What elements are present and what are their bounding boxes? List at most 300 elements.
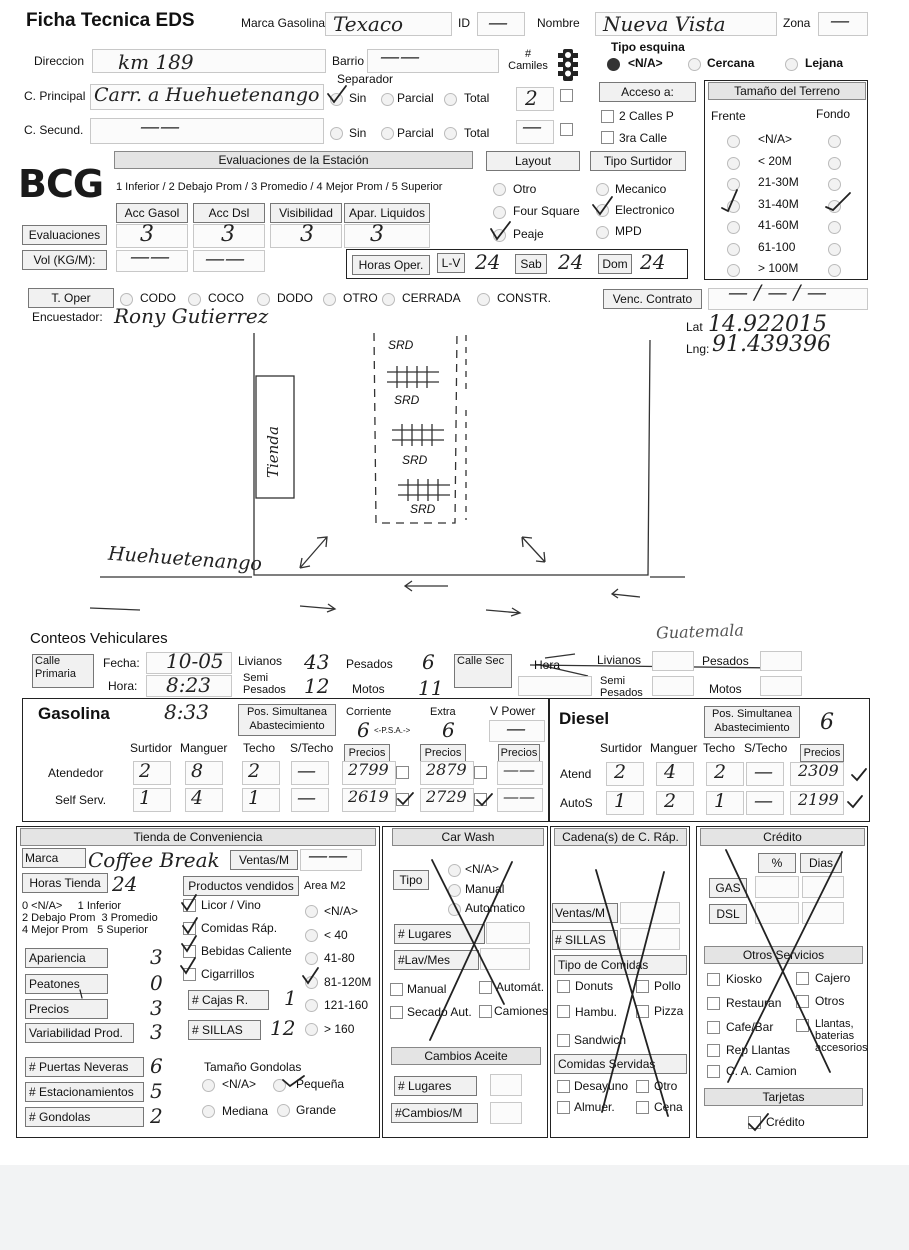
- peatones-button[interactable]: Peatones: [25, 974, 108, 994]
- dsl-col-1: Manguer: [650, 741, 698, 755]
- servicio-chk-2[interactable]: [707, 997, 720, 1010]
- t-oper-label-4: CERRADA: [402, 291, 461, 305]
- gas-cell-0-5: 2879: [426, 760, 467, 779]
- serv-almuer-chk[interactable]: [557, 1101, 570, 1114]
- cadena-header: Cadena(s) de C. Ráp.: [554, 828, 687, 846]
- estacionamientos-value: 5: [150, 1079, 163, 1103]
- esquina-lejana-radio[interactable]: [785, 58, 798, 71]
- otros-servicios-header: Otros Servicios: [704, 946, 863, 964]
- horas-lv-value: 24: [475, 250, 501, 274]
- hora-value: 8:23: [166, 673, 211, 697]
- t-oper-label-2: DODO: [277, 291, 313, 305]
- surtidor-mpd-radio[interactable]: [596, 226, 609, 239]
- serv-otro-chk[interactable]: [636, 1080, 649, 1093]
- aceite-lugares-field[interactable]: [490, 1074, 522, 1096]
- sec-total-radio[interactable]: [444, 127, 457, 140]
- gas-chk-b-1[interactable]: [474, 793, 487, 806]
- pump-label-4: SRD: [410, 502, 436, 516]
- cajas-value: 1: [284, 986, 297, 1010]
- layout-peaje-radio[interactable]: [493, 229, 506, 242]
- terreno-size-label-3: 31-40M: [758, 196, 799, 211]
- tienda-marca-button[interactable]: Marca: [22, 848, 86, 868]
- cw-lavmes-button[interactable]: #Lav/Mes: [394, 950, 479, 970]
- cw-lugares-field[interactable]: [486, 922, 530, 944]
- aceite-header: Cambios Aceite: [391, 1047, 541, 1065]
- horas-lv-button[interactable]: L-V: [437, 253, 465, 273]
- gas-cell-1-5: 2729: [426, 787, 467, 806]
- credito-dias-button[interactable]: Dias: [800, 853, 842, 873]
- principal-camiles-value: 2: [525, 86, 538, 110]
- gas-cell-0-0: 2: [139, 760, 152, 782]
- t-oper-radio-5[interactable]: [477, 293, 490, 306]
- servicio-chk-3[interactable]: [796, 995, 809, 1008]
- pump-label-3: SRD: [402, 453, 428, 467]
- motos2-field[interactable]: [760, 676, 802, 696]
- area-radio-5[interactable]: [305, 1023, 318, 1036]
- tienda-header: Tienda de Conveniencia: [20, 828, 376, 846]
- cw-opt-auto-chk[interactable]: [479, 981, 492, 994]
- servicio-chk-5[interactable]: [796, 1019, 809, 1032]
- gas-cell-0-1: 8: [191, 760, 204, 782]
- gas-col-1: Manguer: [180, 741, 228, 755]
- layout-four-label: Four Square: [513, 204, 580, 218]
- scan-margin: [0, 1165, 909, 1250]
- terreno-frente-radio-5[interactable]: [727, 243, 740, 256]
- cw-lugares-button[interactable]: # Lugares: [394, 924, 485, 944]
- serv-desayuno-label: Desayuno: [574, 1079, 629, 1093]
- sep-sin-radio[interactable]: [330, 93, 343, 106]
- cw-opt-camiones-chk[interactable]: [479, 1005, 492, 1018]
- terreno-fondo-radio-4[interactable]: [828, 221, 841, 234]
- gas-cell-1-3: —: [297, 787, 316, 809]
- producto-chk-2[interactable]: [183, 945, 196, 958]
- gas-col-2: Techo: [243, 741, 276, 755]
- precios-button[interactable]: Precios: [25, 999, 108, 1019]
- terreno-fondo-radio-5[interactable]: [828, 243, 841, 256]
- cw-opt-secado-label: Secado Aut.: [407, 1005, 472, 1019]
- sep-sin-label: Sin: [349, 91, 367, 105]
- gas-col-5[interactable]: Precios: [420, 744, 466, 762]
- credito-gas-button[interactable]: GAS: [709, 878, 747, 898]
- cw-auto-radio[interactable]: [448, 903, 461, 916]
- terreno-frente-radio-6[interactable]: [727, 264, 740, 277]
- gas-chk-b-0[interactable]: [474, 766, 487, 779]
- layout-peaje-label: Peaje: [513, 227, 544, 241]
- terreno-fondo-radio-2[interactable]: [828, 178, 841, 191]
- layout-four-radio[interactable]: [493, 206, 506, 219]
- puertas-button[interactable]: # Puertas Neveras: [25, 1057, 144, 1077]
- variabilidad-value: 3: [150, 1020, 163, 1044]
- t-oper-label-3: OTRO: [343, 291, 378, 305]
- tienda-scale: 0 <N/A> 1 Inferior 2 Debajo Prom 3 Promedio 4 Mejor Prom 5 Superior: [22, 900, 158, 936]
- c-secund-value: ——: [140, 114, 180, 138]
- vpower-value: —: [506, 716, 526, 740]
- sec-sin-label: Sin: [349, 126, 367, 140]
- serv-otro-label: Otro: [654, 1079, 678, 1093]
- cad-pizza-label: Pizza: [654, 1004, 684, 1018]
- precios-value: 3: [150, 996, 163, 1020]
- evaluaciones-header: Evaluaciones de la Estación: [114, 151, 473, 169]
- fecha-label: Fecha:: [103, 656, 140, 670]
- t-oper-label-5: CONSTR.: [497, 291, 551, 305]
- semi2-label: Semi Pesados: [600, 675, 643, 699]
- terreno-frente-label: Frente: [711, 109, 746, 123]
- terreno-size-label-5: 61-100: [758, 239, 796, 254]
- cajas-button[interactable]: # Cajas R.: [188, 990, 269, 1010]
- sketch-guatemala-label: Guatemala: [655, 620, 745, 643]
- eval-apar-field[interactable]: [344, 224, 430, 248]
- cw-opt-manual-label: Manual: [407, 982, 447, 996]
- motos-label: Motos: [352, 682, 385, 696]
- gasolina-title: Gasolina: [38, 704, 110, 723]
- barrio-value: ——: [380, 44, 420, 68]
- gas-col-3: S/Techo: [290, 741, 334, 755]
- fecha-value: 10-05: [166, 649, 224, 673]
- cadena-ventas-button[interactable]: Ventas/M: [552, 903, 618, 923]
- surtidor-mecanico-radio[interactable]: [596, 183, 609, 196]
- cw-opt-secado-chk[interactable]: [390, 1006, 403, 1019]
- cw-na-label: <N/A>: [465, 862, 500, 876]
- servicio-label-4: Cafe/Bar: [726, 1020, 774, 1034]
- horas-sab-button[interactable]: Sab: [515, 254, 547, 274]
- camiles-label: # Camiles: [508, 48, 548, 72]
- gas-cell-0-4: 2799: [348, 760, 389, 779]
- dsl-cell-1-0: 1: [614, 790, 627, 812]
- form-title: Ficha Tecnica EDS: [26, 10, 195, 31]
- area-radio-4[interactable]: [305, 999, 318, 1012]
- separador-label: Separador: [337, 72, 394, 86]
- dsl-cell-1-1: 2: [664, 790, 677, 812]
- producto-chk-1[interactable]: [183, 922, 196, 935]
- terreno-frente-radio-2[interactable]: [727, 178, 740, 191]
- serv-desayuno-chk[interactable]: [557, 1080, 570, 1093]
- terreno-fondo-radio-3[interactable]: [828, 200, 841, 213]
- visibilidad-button[interactable]: Visibilidad: [270, 203, 342, 223]
- evaluaciones-row-button[interactable]: Evaluaciones: [22, 225, 107, 245]
- terreno-fondo-radio-1[interactable]: [828, 157, 841, 170]
- servicio-chk-4[interactable]: [707, 1021, 720, 1034]
- acceso-2calles-chk[interactable]: [601, 110, 614, 123]
- dsl-cell-1-4: 2199: [798, 790, 839, 809]
- principal-chk[interactable]: [560, 89, 573, 102]
- productos-button[interactable]: Productos vendidos: [183, 876, 299, 896]
- area-label-5: > 160: [324, 1021, 355, 1036]
- horas-dom-button[interactable]: Dom: [598, 254, 632, 274]
- acceso-2calles-label: 2 Calles P: [619, 109, 674, 123]
- servicio-chk-7[interactable]: [707, 1065, 720, 1078]
- area-radio-0[interactable]: [305, 905, 318, 918]
- surtidor-mpd-label: MPD: [615, 224, 642, 238]
- cad-hambu-label: Hambu.: [575, 1005, 618, 1019]
- venc-contrato-button[interactable]: Venc. Contrato: [603, 289, 702, 309]
- sep-total-radio[interactable]: [444, 93, 457, 106]
- area-label-2: 41-80: [324, 951, 355, 965]
- pesados-value: 6: [422, 650, 435, 674]
- layout-button[interactable]: Layout: [486, 151, 580, 171]
- dsl-cell-0-3: —: [754, 761, 773, 783]
- gas-col-6[interactable]: Precios: [498, 744, 540, 762]
- terreno-frente-radio-0[interactable]: [727, 135, 740, 148]
- gas-col-0: Surtidor: [130, 741, 173, 755]
- gas-col-4[interactable]: Precios: [344, 744, 390, 762]
- apariencia-value: 3: [150, 945, 163, 969]
- credito-dsl-button[interactable]: DSL: [709, 904, 747, 924]
- dsl-pos-button[interactable]: Pos. Simultanea Abastecimiento: [704, 706, 800, 738]
- acc-dsl-button[interactable]: Acc Dsl: [193, 203, 265, 223]
- terreno-size-label-2: 21-30M: [758, 175, 799, 189]
- nombre-label: Nombre: [537, 16, 580, 30]
- surtidor-electronico-label: Electronico: [615, 203, 675, 217]
- tienda-sillas-button[interactable]: # SILLAS: [188, 1020, 261, 1040]
- puertas-value: 6: [150, 1054, 163, 1078]
- surtidor-electronico-radio[interactable]: [596, 204, 609, 217]
- direccion-value: km 189: [118, 50, 194, 74]
- venc-contrato-value: — / — / —: [728, 280, 827, 304]
- tipo-esquina-label: Tipo esquina: [611, 40, 685, 54]
- dsl-col-4[interactable]: Precios: [800, 744, 844, 762]
- gond-pequena-radio[interactable]: [273, 1079, 286, 1092]
- horas-sab-value: 24: [558, 250, 584, 274]
- cadena-sillas-button[interactable]: # SILLAS: [552, 930, 618, 950]
- cad-pizza-chk[interactable]: [636, 1005, 649, 1018]
- esquina-na-label: <N/A>: [628, 56, 663, 70]
- terreno-fondo-label: Fondo: [816, 107, 851, 121]
- aceite-lugares-button[interactable]: # Lugares: [394, 1076, 477, 1096]
- tienda-sillas-value: 12: [270, 1016, 296, 1040]
- t-oper-label-1: COCO: [208, 291, 244, 305]
- cad-pollo-chk[interactable]: [636, 980, 649, 993]
- gond-mediana-radio[interactable]: [202, 1105, 215, 1118]
- aceite-cambios-button[interactable]: #Cambios/M: [391, 1103, 478, 1123]
- esquina-cercana-radio[interactable]: [688, 58, 701, 71]
- barrio-label: Barrio: [332, 54, 365, 68]
- cw-opt-manual-chk[interactable]: [390, 983, 403, 996]
- dsl-row-label-0: Atend: [560, 767, 592, 781]
- cad-hambu-chk[interactable]: [557, 1005, 570, 1018]
- extra-label: Extra: [430, 706, 456, 718]
- horas-tienda-button[interactable]: Horas Tienda: [22, 873, 108, 893]
- horas-tienda-value: 24: [112, 872, 138, 896]
- acc-gasol-button[interactable]: Acc Gasol: [116, 203, 188, 223]
- variabilidad-button[interactable]: Variabilidad Prod.: [25, 1023, 134, 1043]
- credito-dsl-pct[interactable]: [755, 902, 799, 924]
- cadena-sillas-field[interactable]: [620, 928, 680, 950]
- area-radio-3[interactable]: [305, 976, 318, 989]
- producto-label-2: Bebidas Caliente: [201, 944, 292, 958]
- area-radio-1[interactable]: [305, 929, 318, 942]
- marca-value: Texaco: [333, 12, 404, 36]
- sketch-tienda-label: Tienda: [264, 426, 282, 478]
- servicio-label-3: Otros: [815, 994, 845, 1008]
- cw-manual-radio[interactable]: [448, 884, 461, 897]
- pesados2-field[interactable]: [760, 651, 802, 671]
- producto-chk-0[interactable]: [183, 899, 196, 912]
- c-secund-label: C. Secund.: [24, 123, 84, 137]
- cad-sandwich-chk[interactable]: [557, 1034, 570, 1047]
- cw-manual-label: Manual: [465, 882, 505, 896]
- pump-label-2: SRD: [394, 393, 420, 407]
- livianos2-label: Livianos: [597, 653, 642, 667]
- credito-gas-dias[interactable]: [802, 876, 844, 898]
- producto-label-3: Cigarrillos: [201, 967, 255, 981]
- encuestador-label: Encuestador:: [32, 310, 103, 324]
- tienda-ventas-button[interactable]: Ventas/M: [230, 850, 298, 870]
- servicio-chk-0[interactable]: [707, 973, 720, 986]
- servicio-label-1: Cajero: [815, 971, 851, 985]
- terreno-frente-radio-3[interactable]: [727, 200, 740, 213]
- esquina-na-radio[interactable]: [607, 58, 620, 71]
- sec-total-label: Total: [464, 126, 490, 140]
- livianos-label: Livianos: [238, 654, 283, 668]
- cadena-ventas-field[interactable]: [620, 902, 680, 924]
- terreno-frente-radio-1[interactable]: [727, 157, 740, 170]
- servicio-label-7: C. A. Camion: [726, 1064, 797, 1078]
- cw-na-radio[interactable]: [448, 864, 461, 877]
- sec-parcial-radio[interactable]: [381, 127, 394, 140]
- t-oper-radio-3[interactable]: [323, 293, 336, 306]
- gasolina-time: 8:33: [164, 700, 209, 724]
- tienda-marca-value: Coffee Break: [88, 848, 220, 872]
- secund-chk[interactable]: [560, 123, 573, 136]
- semi-value: 12: [304, 674, 330, 698]
- apar-liquidos-button[interactable]: Apar. Liquidos: [344, 203, 430, 223]
- gond-na-radio[interactable]: [202, 1079, 215, 1092]
- cad-donuts-label: Donuts: [575, 979, 614, 993]
- t-oper-radio-4[interactable]: [382, 293, 395, 306]
- apariencia-button[interactable]: Apariencia: [25, 948, 108, 968]
- servicio-chk-6[interactable]: [707, 1044, 720, 1057]
- tarjeta-credito-chk[interactable]: [748, 1116, 761, 1129]
- terreno-size-label-6: > 100M: [758, 261, 799, 275]
- traffic-light-icon: [557, 48, 579, 82]
- terreno-size-label-1: < 20M: [758, 153, 792, 168]
- tipo-surtidor-button[interactable]: Tipo Surtidor: [590, 151, 686, 171]
- estacionamientos-button[interactable]: # Estacionamientos: [25, 1082, 144, 1102]
- lng-value: 91.439396: [712, 332, 831, 357]
- bcg-logo-text: BCG: [18, 162, 104, 206]
- t-oper-button[interactable]: T. Oper: [28, 288, 114, 308]
- carwash-header: Car Wash: [392, 828, 544, 846]
- sep-parcial-radio[interactable]: [381, 93, 394, 106]
- vol-button[interactable]: Vol (KG/M):: [22, 250, 107, 270]
- bcg-logo: [18, 153, 102, 215]
- cw-tipo-button[interactable]: Tipo: [393, 870, 429, 890]
- livianos2-field[interactable]: [652, 651, 694, 671]
- servidas-button[interactable]: Comidas Servidas: [554, 1054, 687, 1074]
- gondolas-button[interactable]: # Gondolas: [25, 1107, 144, 1127]
- area-radio-2[interactable]: [305, 952, 318, 965]
- gond-pequena-label: Pequeña: [296, 1077, 345, 1091]
- gas-row-label-0: Atendedor: [48, 766, 104, 780]
- gas-cell-0-3: —: [297, 760, 316, 782]
- terreno-header: Tamaño del Terreno: [708, 82, 866, 100]
- serv-cena-label: Cena: [654, 1100, 683, 1114]
- gas-pos-button[interactable]: Pos. Simultanea Abastecimiento: [238, 704, 336, 736]
- dsl-cell-0-0: 2: [614, 761, 627, 783]
- gond-grande-radio[interactable]: [277, 1104, 290, 1117]
- psa-label: <-P.S.A.->: [374, 726, 411, 735]
- hora2-label: Hora: [534, 658, 561, 672]
- hora2-field[interactable]: [518, 676, 592, 696]
- cad-pollo-label: Pollo: [654, 979, 681, 993]
- dsl-row-label-1: AutoS: [560, 796, 593, 810]
- semi2-field[interactable]: [652, 676, 694, 696]
- corriente-value: 6: [357, 718, 370, 742]
- credito-header: Crédito: [700, 828, 865, 846]
- diesel-title: Diesel: [559, 709, 610, 728]
- dsl-col-3: S/Techo: [744, 741, 788, 755]
- servicio-label-0: Kiosko: [726, 972, 763, 986]
- cad-donuts-chk[interactable]: [557, 980, 570, 993]
- gond-na-label: <N/A>: [222, 1077, 257, 1091]
- terreno-fondo-radio-0[interactable]: [828, 135, 841, 148]
- area-label-4: 121-160: [324, 998, 369, 1012]
- producto-label-1: Comidas Ráp.: [201, 921, 278, 935]
- motos2-label: Motos: [709, 682, 742, 696]
- peatones-value: 0: [150, 971, 163, 995]
- gas-row-label-1: Self Serv.: [55, 793, 107, 807]
- sketch-road-label: Huehuetenango: [107, 542, 263, 576]
- servicio-label-2: Restauran: [726, 996, 782, 1010]
- servicio-chk-1[interactable]: [796, 972, 809, 985]
- gas-chk-a-0[interactable]: [396, 766, 409, 779]
- zona-label: Zona: [783, 16, 811, 30]
- lng-label: Lng:: [686, 342, 710, 356]
- zona-value: —: [830, 8, 850, 32]
- gas-cell-1-6: ——: [503, 787, 535, 806]
- vol-gas-value: ——: [130, 244, 170, 268]
- dsl-cell-1-2: 1: [714, 790, 727, 812]
- nombre-value: Nueva Vista: [603, 12, 726, 36]
- id-value: —: [488, 10, 508, 34]
- pesados-label: Pesados: [346, 657, 393, 671]
- gas-chk-a-1[interactable]: [396, 793, 409, 806]
- layout-otro-radio[interactable]: [493, 183, 506, 196]
- corriente-label: Corriente: [346, 706, 392, 718]
- terreno-fondo-radio-6[interactable]: [828, 264, 841, 277]
- sec-sin-radio[interactable]: [330, 127, 343, 140]
- t-oper-label-0: CODO: [140, 291, 176, 305]
- secund-camiles-value: —: [522, 114, 542, 138]
- livianos-value: 43: [304, 650, 330, 674]
- eval-apar-value: 3: [370, 222, 384, 247]
- calle-primaria-button[interactable]: Calle Primaria: [32, 654, 94, 688]
- aceite-cambios-field[interactable]: [490, 1102, 522, 1124]
- tipo-comidas-button[interactable]: Tipo de Comidas: [554, 955, 687, 975]
- acceso-button[interactable]: Acceso a:: [599, 82, 696, 102]
- credito-gas-pct[interactable]: [755, 876, 799, 898]
- gas-cell-0-2: 2: [248, 760, 261, 782]
- tarjetas-header: Tarjetas: [704, 1088, 863, 1106]
- calle-sec-button[interactable]: Calle Sec: [454, 654, 512, 688]
- serv-cena-chk[interactable]: [636, 1101, 649, 1114]
- producto-chk-3[interactable]: [183, 968, 196, 981]
- cw-lavmes-field[interactable]: [480, 948, 530, 970]
- c-secund-field[interactable]: [90, 118, 324, 144]
- terreno-frente-radio-4[interactable]: [727, 221, 740, 234]
- c-principal-value: Carr. a Huehuetenango: [94, 84, 320, 106]
- credito-dsl-dias[interactable]: [802, 902, 844, 924]
- acceso-3ra-chk[interactable]: [601, 131, 614, 144]
- horas-oper-button[interactable]: Horas Oper.: [352, 255, 430, 275]
- eval-acc-dsl-value: 3: [221, 222, 235, 247]
- credito-pct-button[interactable]: %: [758, 853, 796, 873]
- sep-total-label: Total: [464, 91, 490, 105]
- direccion-label: Direccion: [34, 54, 85, 68]
- cw-auto-label: Automatico: [465, 901, 526, 915]
- encuestador-value: Rony Gutierrez: [114, 304, 269, 328]
- vpower-label: V Power: [490, 704, 536, 718]
